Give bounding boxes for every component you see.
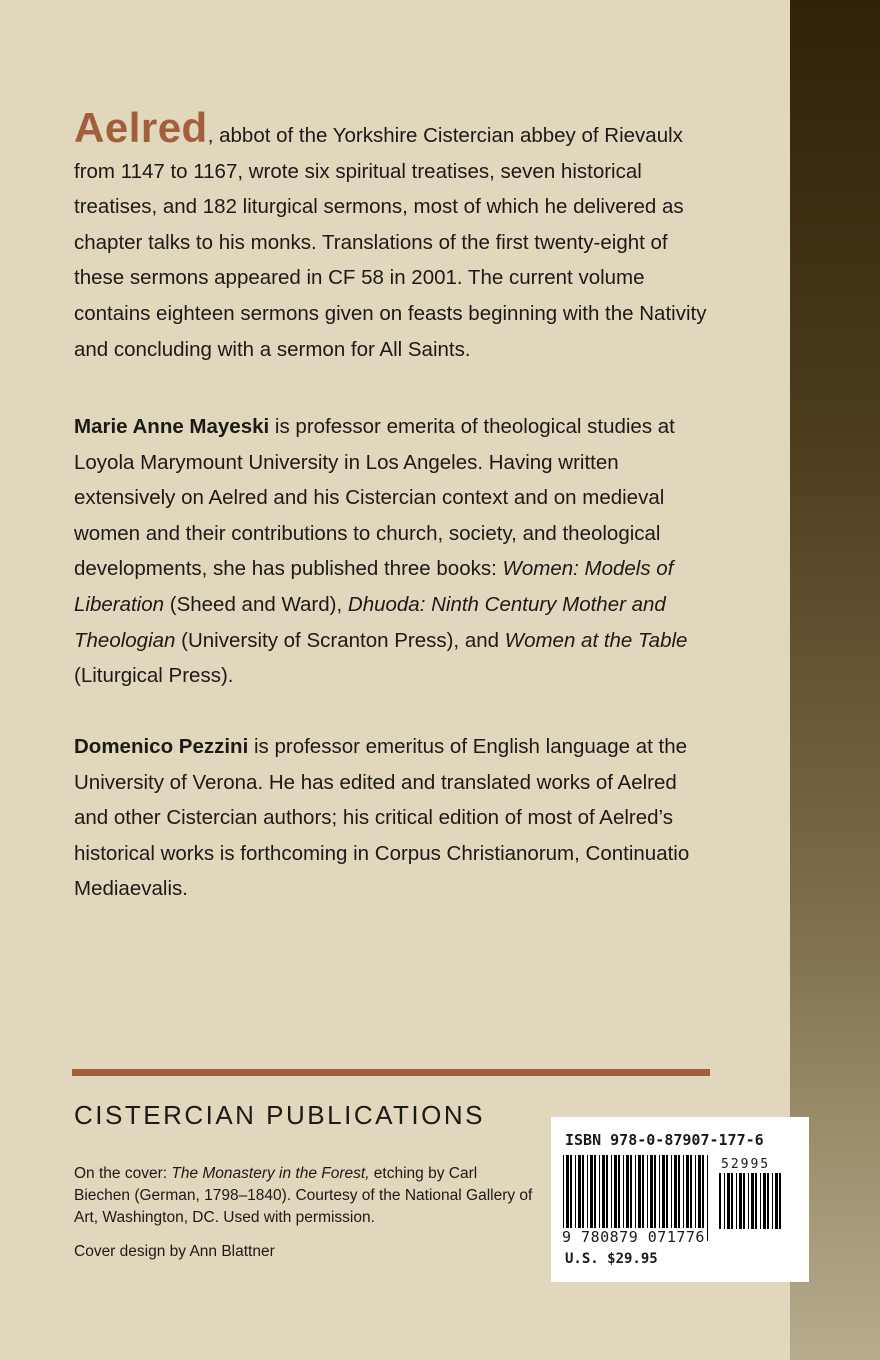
author-name-pezzini: Domenico Pezzini xyxy=(74,735,249,758)
book-title: Women at the Table xyxy=(504,628,688,652)
author-name-mayeski: Marie Anne Mayeski xyxy=(74,415,270,438)
artwork-title: The Monastery in the Forest, xyxy=(171,1165,370,1182)
bio-text: (Liturgical Press). xyxy=(74,664,234,688)
isbn-label: ISBN 978-0-87907-177-6 xyxy=(565,1131,764,1149)
bio-text: is professor emeritus of English language at the University of Verona. He has edited and translated works of Aelred and other Cistercian authors; his critical edition of most of Aelred’s historical works is forthcoming in Corpus Christianorum, Continuatio Mediaevalis. xyxy=(74,735,690,901)
bio-text: (University of Scranton Press), and xyxy=(175,628,505,652)
dropcap-aelred: Aelred xyxy=(74,104,208,151)
author-bio-mayeski xyxy=(74,409,714,694)
design-credit: Cover design by Ann Blattner xyxy=(74,1243,275,1260)
book-title: Women: Models of Liberation xyxy=(74,557,674,616)
book-title: Dhuoda: Ninth Century Mother and Theologian xyxy=(74,592,666,652)
publisher-name: CISTERCIAN PUBLICATIONS xyxy=(74,1100,485,1130)
bio-text: (Sheed and Ward), xyxy=(164,592,348,616)
description-text: , abbot of the Yorkshire Cistercian abbey of Rievaulx from 1147 to 1167, wrote six spiritual treatises, seven historical treatises, and 182 liturgical sermons, most of which he delivered as chapter talks to his monks. Translations of the first twenty-eight of these sermons appeared in CF 58 in 2001. The current volume contains eighteen sermons given on feasts beginning with the Nativity and concluding with a sermon for All Saints. xyxy=(74,124,707,361)
addon-code: 52995 xyxy=(721,1157,771,1172)
barcode-box xyxy=(551,1117,809,1282)
cover-credit-prefix: On the cover: xyxy=(74,1165,172,1182)
description-paragraph xyxy=(74,104,714,367)
cover-credit-details: etching by Carl Biechen (German, 1798–1840). Courtesy of the National Gallery of Art, Washington, DC. Used with permission. xyxy=(74,1165,533,1226)
bio-text: is professor emerita of theological studies at Loyola Marymount University in Los Angeles. Having written extensively on Aelred and his Cistercian context and on medieval women and their contributions to church, society, and theological developments, she has published three books: xyxy=(74,415,675,581)
divider-rule xyxy=(72,1069,710,1076)
addon-barcode-icon xyxy=(719,1173,785,1241)
cover-credit xyxy=(74,1163,534,1229)
price-label: U.S. $29.95 xyxy=(565,1251,658,1267)
author-bio-pezzini xyxy=(74,729,714,907)
ean-number: 9 780879 071776 xyxy=(562,1228,705,1246)
